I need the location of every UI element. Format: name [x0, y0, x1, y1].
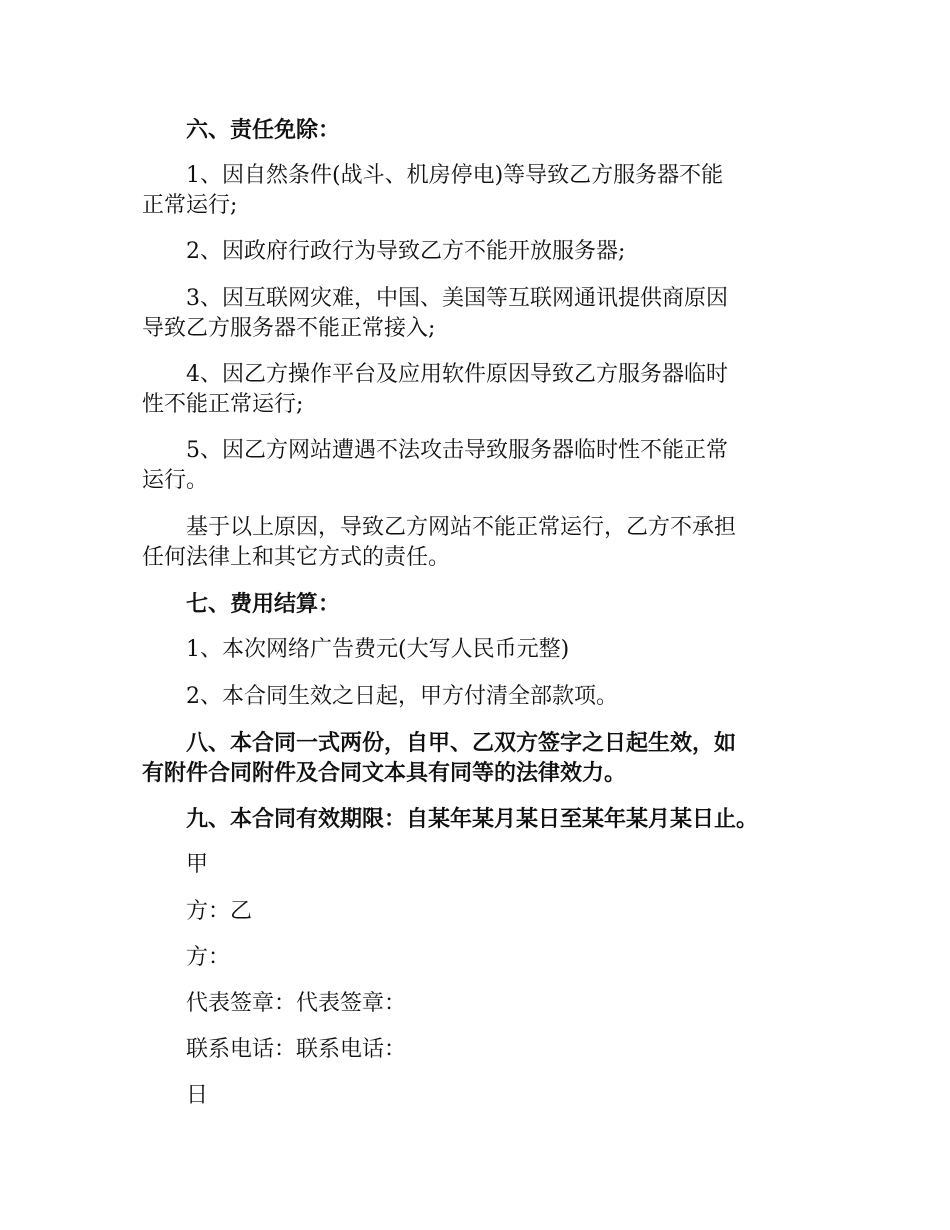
section-6-item-3-line-2: 导致乙方服务器不能正常接入; [142, 316, 436, 341]
section-7-item-1: 1、本次网络广告费元(大写人民币元整) [186, 637, 570, 662]
section-6-summary-line-2: 任何法律上和其它方式的责任。 [142, 545, 451, 570]
signature-phone: 联系电话：联系电话： [186, 1037, 407, 1062]
section-7-heading: 七、费用结算： [186, 591, 341, 617]
section-6-item-4-line-1: 4、因乙方操作平台及应用软件原因导致乙方服务器临时 [186, 362, 728, 387]
signature-representative: 代表签章：代表签章： [186, 991, 407, 1016]
signature-party-a: 甲 [186, 852, 209, 877]
section-9-line-1: 九、本合同有效期限：自某年某月某日至某年某月某日止。 [186, 806, 759, 832]
section-6-heading: 六、责任免除： [186, 117, 341, 143]
signature-party-label: 方： [186, 945, 231, 970]
signature-date: 日 [186, 1083, 209, 1108]
signature-party-b: 方：乙 [186, 899, 253, 924]
section-6-item-1-line-2: 正常运行; [142, 193, 238, 218]
section-6-item-5-line-1: 5、因乙方网站遭遇不法攻击导致服务器临时性不能正常 [186, 438, 728, 463]
section-8-line-1: 八、本合同一式两份，自甲、乙双方签字之日起生效，如 [186, 730, 737, 756]
section-6-item-3-line-1: 3、因互联网灾难，中国、美国等互联网通讯提供商原因 [186, 286, 728, 311]
section-7-item-2: 2、本合同生效之日起，甲方付清全部款项。 [186, 684, 618, 709]
section-6-summary-line-1: 基于以上原因，导致乙方网站不能正常运行，乙方不承担 [186, 515, 737, 540]
section-6-item-5-line-2: 运行。 [142, 468, 209, 493]
section-6-item-1-line-1: 1、因自然条件(战斗、机房停电)等导致乙方服务器不能 [186, 163, 724, 188]
section-6-item-2: 2、因政府行政行为导致乙方不能开放服务器; [186, 239, 626, 264]
section-6-item-4-line-2: 性不能正常运行; [142, 392, 304, 417]
section-8-line-2: 有附件合同附件及合同文本具有同等的法律效力。 [142, 760, 627, 786]
